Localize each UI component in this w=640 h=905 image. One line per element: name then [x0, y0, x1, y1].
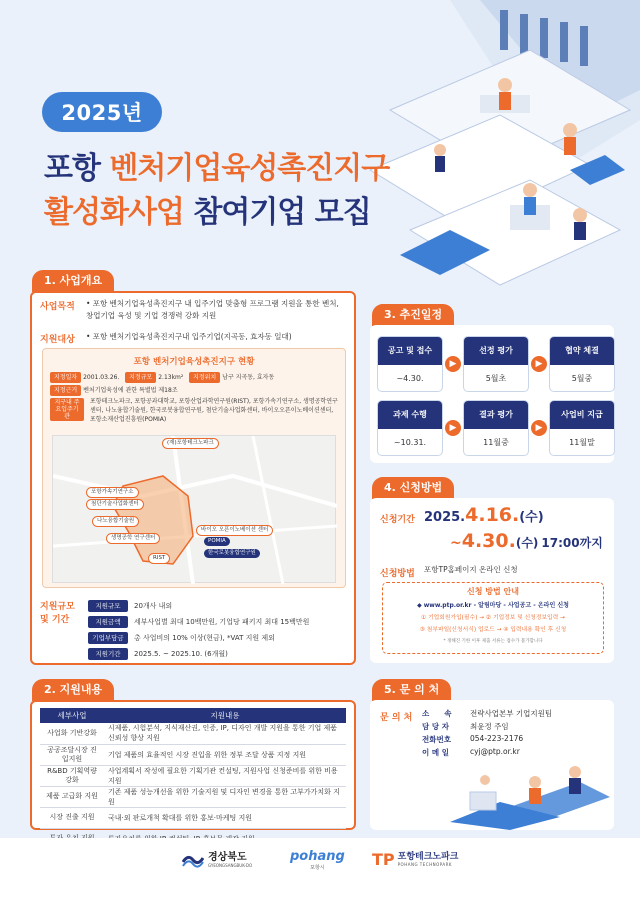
technopark-logo: [372, 850, 459, 869]
table-row: [40, 723, 346, 744]
scale-row: [88, 630, 346, 646]
title-recruit: 참여기업 모집: [193, 195, 371, 230]
arrow-right-icon: ▶: [531, 420, 547, 436]
area-tag: 지정규모: [125, 372, 156, 383]
arrow-right-icon: ▶: [445, 420, 461, 436]
status-title: 포항 벤처기업육성촉진지구 현황: [133, 357, 255, 367]
section-4-tag: 4. 신청방법: [372, 477, 454, 499]
tp-symbol-icon: TP: [372, 850, 395, 869]
map-label-accelerator: 포항가속기연구소: [86, 487, 139, 498]
schedule-step: [377, 336, 443, 392]
title-line-2: [44, 194, 371, 232]
program-cell: 시장 진출 지원: [40, 807, 104, 828]
gyeongbuk-name-en: GYEONGSANGBUK-DO: [208, 863, 253, 868]
period-start: [424, 504, 544, 526]
pohang-city-name: 포항시: [310, 865, 325, 871]
content-cell: 시제품, 시험분석, 지식재산권, 인증, IP, 디자인 개발 지원을 통한 기업 제품 신뢰성 향상 지원: [104, 723, 346, 744]
scale-value: 세부사업별 최대 10백만원, 기업당 패키지 최대 15백만원: [134, 617, 310, 626]
start-date: 4.16.: [465, 504, 520, 526]
map-label-bio-open: 바이오 오픈이노베이션 센터: [196, 525, 273, 536]
contact-list: [422, 708, 602, 760]
guide-title: 신청 방법 안내: [467, 587, 519, 596]
contact-key: 이 메 일: [422, 748, 449, 757]
title-pohang: 포항: [44, 151, 100, 186]
schedule-step: [549, 400, 615, 456]
start-weekday: (수): [519, 510, 544, 525]
scale-key: 지원규모: [88, 600, 128, 612]
period-end: [450, 530, 603, 552]
target-label: 지원대상: [40, 335, 75, 345]
pohang-city-logo: [290, 850, 345, 871]
table-row: [40, 786, 346, 807]
step-date: 5월중: [571, 374, 593, 383]
scale-row: [88, 614, 346, 630]
section-5-tag: 5. 문 의 처: [372, 679, 451, 701]
section-2-panel: [30, 700, 356, 830]
table-row: [40, 744, 346, 765]
people-illustration: [440, 762, 610, 830]
gyeongbuk-name: 경상북도: [208, 852, 247, 863]
scale-list: [88, 598, 346, 662]
step-date: 11월말: [569, 438, 595, 447]
basis-value: 벤처기업육성에 관한 특별법 제18조: [83, 387, 178, 394]
method-label: 신청방법: [380, 569, 415, 579]
step-title: 협약 체결: [550, 337, 614, 365]
table-header: [40, 708, 346, 723]
map-label-rist: RIST: [148, 553, 170, 564]
scale-value: 2025.5. ~ 2025.10. (6개월): [134, 649, 228, 658]
contact-label: 문 의 처: [380, 713, 413, 723]
method-text: 포항TP홈페이지 온라인 신청: [424, 565, 518, 574]
contact-row: [422, 747, 602, 760]
program-cell: 제품 고급화 지원: [40, 786, 104, 807]
section-1-tag: 1. 사업개요: [32, 270, 114, 292]
status-row-1: [50, 372, 340, 383]
step-date: ~10.31.: [393, 438, 427, 447]
gyeongbuk-logo: [182, 852, 252, 868]
location-tag: 지정위치: [189, 372, 220, 383]
tp-name: 포항테크노파크: [397, 852, 459, 862]
start-year: 2025.: [424, 510, 466, 525]
gyeongbuk-emblem-icon: [182, 852, 204, 868]
scale-value: 20개사 내외: [134, 601, 173, 610]
purpose-text: • 포항 벤처기업육성촉진지구 내 입주기업 맞춤형 프로그램 지원을 통한 벤처, 창업기업 육성 및 기업 경쟁력 강화 지원: [86, 299, 339, 320]
scale-label: 지원규모 및 기간: [40, 602, 75, 625]
table-row: [40, 765, 346, 786]
contact-value: 최윤정 주임: [470, 722, 509, 731]
guide-step-2: ③ 첨부파일(신청서식) 업로드 → ④ 입력내용 확인 후 신청: [419, 627, 567, 633]
step-date: ~4.30.: [396, 374, 424, 383]
basis-tag: 지정근거: [50, 385, 81, 396]
map-label-nano: 나노융합기술원: [92, 516, 139, 527]
step-title: 공고 및 접수: [378, 337, 442, 365]
contact-key: 소 속: [422, 709, 452, 718]
contact-key: 담 당 자: [422, 722, 449, 731]
guide-url[interactable]: ◆ www.ptp.or.kr - 알림마당 - 사업공고 - 온라인 신청: [417, 602, 569, 609]
arrow-right-icon: ▶: [531, 356, 547, 372]
tp-name-en: POHANG TECHNOPARK: [397, 862, 453, 867]
map-label-bio-center: 생명공학 연구센터: [106, 533, 160, 544]
location-value: 남구 지곡동, 효자동: [222, 374, 275, 381]
content-cell: 기업 제품의 효율적인 시장 진입을 위한 정부 조달 상품 지정 지원: [104, 744, 346, 765]
year-badge: 2025년: [42, 92, 162, 132]
table-row: [40, 807, 346, 828]
schedule-step: [549, 336, 615, 392]
period-label: 신청기간: [380, 515, 415, 525]
target-text: • 포항 벤처기업육성촉진지구내 입주기업(지곡동, 효자동 일대): [86, 332, 292, 341]
schedule-step: [377, 400, 443, 456]
map-label-tp: (재)포항테크노파크: [162, 438, 219, 449]
contact-row: [422, 721, 602, 734]
contact-value[interactable]: cyj@ptp.or.kr: [470, 747, 520, 756]
guide-note: * 정해진 기한 이후 제출 서류는 접수가 불가합니다: [443, 639, 543, 644]
section-3-tag: 3. 추진일정: [372, 304, 454, 326]
map-label-robot: 한국로봇융합연구원: [204, 549, 260, 558]
step-title: 결과 평가: [464, 401, 528, 429]
step-date: 5월초: [485, 374, 507, 383]
contact-row: [422, 734, 602, 747]
content-cell: 국내·외 판로개척 확대를 위한 홍보·마케팅 지원: [104, 807, 346, 828]
title-venture: 벤처기업육성촉진지구: [109, 151, 390, 186]
purpose-label: 사업목적: [40, 302, 75, 312]
scale-key: 지원금액: [88, 616, 128, 628]
end-date: 4.30.: [461, 530, 516, 552]
scale-row: [88, 598, 346, 614]
scale-key: 기업부담금: [88, 632, 128, 644]
program-cell: 사업화 기반강화: [40, 723, 104, 744]
step-title: 선정 평가: [464, 337, 528, 365]
end-tilde: ~: [450, 535, 462, 551]
content-cell: 사업계획서 작성에 필요한 기획기관 컨설팅, 지원사업 신청준비를 위한 비용 지원: [104, 765, 346, 786]
step-title: 사업비 지급: [550, 401, 614, 429]
date-value: 2001.03.26.: [83, 374, 120, 381]
program-cell: R&BD 기획역량강화: [40, 765, 104, 786]
content-cell: 기존 제품 성능개선을 위한 기술지원 및 디자인 변경을 통한 고부가가치화 지원: [104, 786, 346, 807]
col-header-program: 세부사업: [40, 708, 104, 723]
end-time: 17:00: [541, 536, 580, 550]
area-value: 2.13km²: [158, 374, 184, 381]
guide-step-1: ① 기업회원가입(필수) → ② 기업정보 및 신청정보입력 →: [421, 615, 565, 621]
schedule-step: [463, 400, 529, 456]
section-2-tag: 2. 지원내용: [32, 679, 114, 701]
step-date: 11월중: [483, 438, 509, 447]
contact-row: [422, 708, 602, 721]
scale-row: [88, 646, 346, 662]
scale-key: 지원기간: [88, 648, 128, 660]
schedule-step: [463, 336, 529, 392]
date-tag: 지정일자: [50, 372, 81, 383]
contact-value: 054-223-2176: [470, 734, 524, 743]
map-label-hightech: 첨단기술사업화센터: [86, 499, 144, 510]
status-row-2: [50, 385, 340, 396]
end-weekday: (수): [515, 536, 539, 550]
step-title: 과제 수행: [378, 401, 442, 429]
org-tag: 지구내 주요입주기관: [50, 398, 84, 421]
org-value: 포항테크노파크, 포항공과대학교, 포항산업과학연구원(RIST), 포항가속기연구소, 생명공학연구센터, 나노융합기술원, 한국로봇융합연구원, 첨단기술사업화센터, 바이오오픈이노베이션센터, 포항소재산업진흥원(POMIA): [90, 398, 338, 423]
pohang-wordmark: pohang: [290, 849, 345, 864]
title-line-1: [44, 150, 389, 188]
end-until: 까지: [579, 536, 603, 550]
map-graphic: [53, 436, 337, 584]
contact-key: 전화번호: [422, 735, 451, 744]
map-label-pomia: POMIA: [204, 537, 230, 546]
col-header-content: 지원내용: [104, 708, 346, 723]
contact-value: 전략사업본부 기업지원팀: [470, 709, 553, 718]
support-table: [40, 708, 346, 850]
scale-value: 총 사업비의 10% 이상(현금), *VAT 지원 제외: [134, 633, 275, 642]
program-cell: 공공조달시장 진입지원: [40, 744, 104, 765]
title-activation: 활성화사업: [44, 195, 184, 230]
arrow-right-icon: ▶: [445, 356, 461, 372]
